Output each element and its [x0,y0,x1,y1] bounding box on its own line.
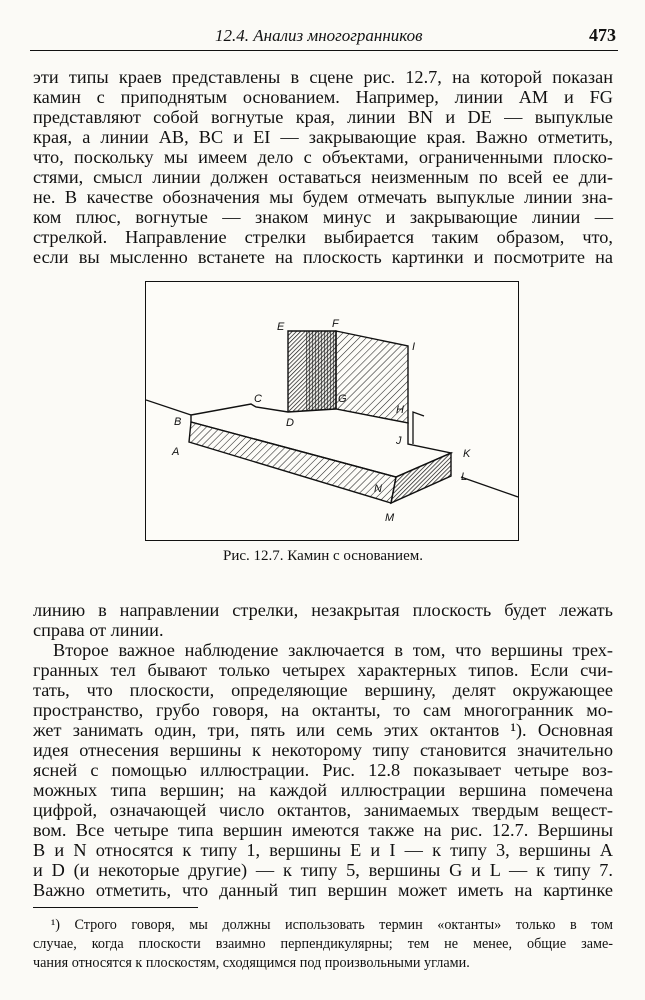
text-line: камин с приподнятым основанием. Например, линии AM и FG [33,87,613,107]
text-line: цифрой, означающей число октантов, занимаемых твердым вещест- [33,800,613,820]
paragraph-3 [33,640,613,900]
footnote-line: ¹) Строго говоря, мы должны использовать термин «октанты» только в том [51,917,613,933]
floor-line-right [461,477,518,497]
text-line: представляют собой вогнутые края, линии BN и DE — выпуклые [33,107,613,127]
text-line: если вы мысленно встанете на плоскость картинки и посмотрите на [33,247,613,267]
text-line: ком плюс, вогнутые — знаком минус и закрывающие линии — [33,207,613,227]
text-line: стрелкой. Направление стрелки выбирается таким образом, что, [33,227,613,247]
floor-line-left [146,400,191,415]
paragraph-1 [33,67,613,267]
header-title: 12.4. Анализ многогранников [215,26,423,45]
text-line: не. В качестве обозначения мы будем отмечать выпуклые линии зна- [33,187,613,207]
text-line: гранных тел бывают только четырех характерных типов. Если счи- [33,660,613,680]
text-line: Второе важное наблюдение заключается в том, что вершины трех- [53,640,613,660]
label-L: L [461,471,468,483]
label-G: G [338,393,347,405]
label-M: M [385,512,395,524]
figure-fireplace [145,281,519,541]
text-line: что, поскольку мы имеем дело с объектами, ограниченными плоско- [33,147,613,167]
label-A: A [172,446,180,458]
label-F: F [332,318,339,330]
label-K: K [463,448,471,460]
fireplace-drawing [146,282,518,540]
text-line: и D (и некоторые другие) — к типу 5, вершины G и L — к типу 7. [33,860,613,880]
text-line: можных типа вершин; на каждой иллюстрации вершина помечена [33,780,613,800]
text-line: ясней с помощью иллюстрации. Рис. 12.8 показывает четыре воз- [33,760,613,780]
text-line: вом. Все четыре типа вершин имеются также на рис. 12.7. Вершины [33,820,613,840]
wall-base-line [413,412,424,444]
label-H: H [396,404,404,416]
label-I: I [412,341,416,353]
text-line: справа от линии. [33,620,164,640]
footnote-line: случае, когда плоскости взаимно перпендикулярны; тем не менее, общие заме- [33,936,613,952]
label-B: B [174,416,182,428]
text-line: Важно отметить, что данный тип вершин может иметь на картинке [33,880,613,900]
footnote-rule [33,907,198,908]
label-N: N [374,483,382,495]
label-D: D [286,417,294,429]
text-line: стями, смысл линии должен оставаться неизменным по всей ее дли- [33,167,613,187]
text-line: B и N относятся к типу 1, вершины E и I — к типу 3, вершины A [33,840,613,860]
text-line: идея отнесения вершины к некоторому типу становится значительно [33,740,613,760]
page-number: 473 [589,25,616,45]
footnote-line: чания относятся к плоскостям, сходящимся под произвольными углами. [33,955,470,971]
text-line: края, а линии AB, BC и EI — закрывающие края. Важно отметить, [33,127,613,147]
chimney-side-face-overlay [306,331,336,411]
text-line: эти типы краев представлены в сцене рис. 12.7, на которой показан [33,67,613,87]
figure-caption: Рис. 12.7. Камин с основанием. [222,548,423,564]
label-E: E [277,321,285,333]
text-line: линию в направлении стрелки, незакрытая плоскость будет лежать [33,600,613,620]
label-J: J [396,435,402,447]
footnote [33,916,613,973]
running-header [30,24,618,51]
text-line: пространство, грубо говоря, на октанты, то сам многогранник мо- [33,700,613,720]
text-line: тать, что плоскости, определяющие вершину, делят окружающее [33,680,613,700]
label-C: C [254,393,262,405]
paragraph-2 [33,600,613,640]
text-line: жет занимать один, три, пять или семь этих октантов ¹). Основная [33,720,613,740]
